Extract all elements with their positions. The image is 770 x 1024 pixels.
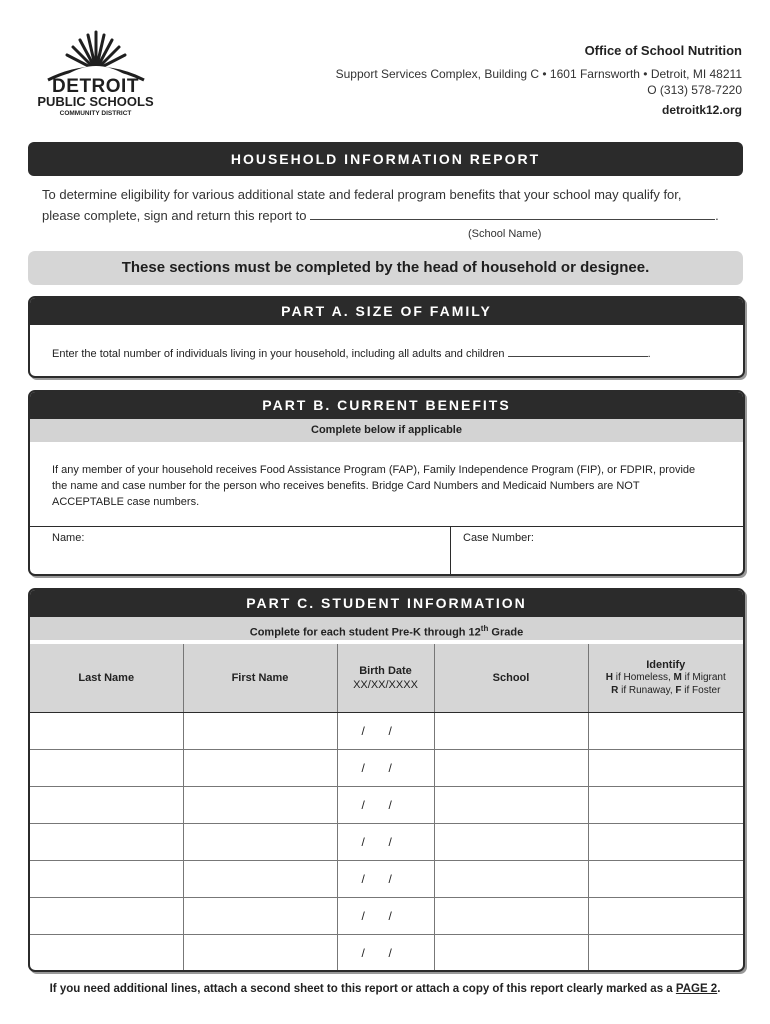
date-slash: /: [361, 946, 365, 960]
code-h: H: [605, 672, 613, 683]
part-b-text: If any member of your household receives Food Assistance Program (FAP), Family Independence Program (FIP), or FDPIR, provide the name and case number for the person who receives benefits. Bridge Card Numbers and Medicaid Numbers are NOT ACCEPTABLE case numbers.: [52, 464, 696, 508]
identify-label: Identify: [646, 659, 686, 671]
date-slash: /: [388, 835, 392, 849]
footer-text: If you need additional lines, attach a second sheet to this report or attach a copy of this report clearly marked as a: [49, 983, 676, 995]
identify-legend-1: [589, 671, 744, 684]
birth-date-cell[interactable]: [337, 935, 434, 972]
col-last-name: Last Name: [30, 644, 183, 713]
date-slash: /: [361, 798, 365, 812]
last-name-cell[interactable]: [30, 787, 183, 824]
benefit-name-field[interactable]: [30, 527, 451, 575]
table-row: [30, 935, 743, 972]
school-cell[interactable]: [434, 750, 588, 787]
intro-line-1: To determine eligibility for various additional state and federal program benefits that your school may qualify for,: [42, 187, 682, 202]
household-size-field[interactable]: [508, 345, 648, 357]
date-slash: /: [388, 761, 392, 775]
last-name-cell[interactable]: [30, 750, 183, 787]
case-number-label: Case Number:: [463, 532, 534, 544]
date-slash: /: [361, 872, 365, 886]
last-name-cell[interactable]: [30, 898, 183, 935]
part-a-panel: [28, 296, 745, 378]
identify-cell[interactable]: [588, 824, 743, 861]
part-c-subheading-sup: th: [480, 624, 489, 633]
part-a-text: Enter the total number of individuals living in your household, including all adults and children .: [52, 345, 651, 360]
date-slash: /: [388, 872, 392, 886]
part-c-subheading-text: Complete for each student Pre-K through 12: [249, 626, 481, 639]
identify-cell[interactable]: [588, 861, 743, 898]
code-r-text: if Runaway,: [618, 685, 676, 696]
last-name-cell[interactable]: [30, 861, 183, 898]
col-birth-date: [337, 644, 434, 713]
date-slash: /: [361, 909, 365, 923]
table-row: [30, 861, 743, 898]
identify-cell[interactable]: [588, 787, 743, 824]
date-slash: /: [388, 724, 392, 738]
date-slash: /: [388, 798, 392, 812]
date-slash: /: [361, 761, 365, 775]
code-r: R: [611, 685, 619, 696]
office-contact: [336, 43, 742, 117]
logo-line-1: DETROIT: [52, 76, 139, 97]
table-row: [30, 824, 743, 861]
page-title: HOUSEHOLD INFORMATION REPORT: [28, 142, 743, 176]
first-name-cell[interactable]: [183, 861, 337, 898]
first-name-cell[interactable]: [183, 935, 337, 972]
date-slash: /: [361, 835, 365, 849]
col-identify: [588, 644, 743, 713]
part-c-subheading: [30, 617, 743, 640]
school-cell[interactable]: [434, 824, 588, 861]
office-phone: O (313) 578-7220: [647, 83, 742, 97]
page-2-label: PAGE 2: [675, 983, 718, 995]
part-c-subheading-end: Grade: [488, 626, 524, 639]
col-school: School: [434, 644, 588, 713]
birth-date-cell[interactable]: [337, 750, 434, 787]
school-name-caption: (School Name): [468, 228, 542, 240]
office-title: Office of School Nutrition: [584, 43, 742, 58]
student-table: [30, 644, 743, 971]
footer-end: .: [717, 983, 721, 995]
part-b-subheading: Complete below if applicable: [30, 419, 743, 442]
office-website[interactable]: detroitk12.org: [661, 103, 742, 117]
school-cell[interactable]: [434, 935, 588, 972]
table-row: [30, 898, 743, 935]
office-address: Support Services Complex, Building C • 1601 Farnsworth • Detroit, MI 48211: [335, 67, 742, 81]
identify-cell[interactable]: [588, 935, 743, 972]
case-number-field[interactable]: [451, 527, 743, 575]
school-cell[interactable]: [434, 787, 588, 824]
first-name-cell[interactable]: [183, 824, 337, 861]
identify-cell[interactable]: [588, 898, 743, 935]
intro-line-2-text: please complete, sign and return this report to: [42, 208, 307, 223]
student-table-header: [30, 644, 743, 713]
school-cell[interactable]: [434, 861, 588, 898]
part-a-heading: PART A. SIZE OF FAMILY: [30, 298, 743, 325]
code-f: F: [675, 685, 682, 696]
school-cell[interactable]: [434, 713, 588, 750]
logo-line-2: PUBLIC SCHOOLS: [37, 94, 154, 109]
date-slash: /: [361, 724, 365, 738]
birth-date-cell[interactable]: [337, 898, 434, 935]
code-m: M: [673, 672, 682, 683]
district-logo: [28, 26, 163, 118]
birth-date-cell[interactable]: [337, 787, 434, 824]
part-b-fields: [30, 526, 743, 575]
code-f-text: if Foster: [681, 685, 721, 696]
first-name-cell[interactable]: [183, 750, 337, 787]
part-a-instruction: Enter the total number of individuals living in your household, including all adults and children: [52, 348, 505, 360]
code-m-text: if Migrant: [681, 672, 726, 683]
first-name-cell[interactable]: [183, 713, 337, 750]
identify-legend-2: [589, 684, 744, 697]
last-name-cell[interactable]: [30, 935, 183, 972]
first-name-cell[interactable]: [183, 898, 337, 935]
table-row: [30, 787, 743, 824]
date-slash: /: [388, 909, 392, 923]
birth-date-cell[interactable]: [337, 713, 434, 750]
table-row: [30, 750, 743, 787]
sunburst-logo-icon: [46, 26, 146, 82]
logo-line-3: COMMUNITY DISTRICT: [59, 110, 132, 117]
code-h-text: if Homeless,: [612, 672, 674, 683]
first-name-cell[interactable]: [183, 787, 337, 824]
part-c-heading: PART C. STUDENT INFORMATION: [30, 590, 743, 617]
school-name-field[interactable]: [310, 205, 715, 220]
date-slash: /: [388, 946, 392, 960]
col-first-name: First Name: [183, 644, 337, 713]
intro-text: [42, 184, 742, 226]
school-cell[interactable]: [434, 898, 588, 935]
footer-note: [0, 983, 770, 995]
part-b-heading: PART B. CURRENT BENEFITS: [30, 392, 743, 419]
identify-cell[interactable]: [588, 713, 743, 750]
name-label: Name:: [52, 532, 85, 544]
last-name-cell[interactable]: [30, 713, 183, 750]
birth-date-label: Birth Date: [359, 665, 412, 677]
table-row: [30, 713, 743, 750]
notice-banner: These sections must be completed by the head of household or designee.: [28, 251, 743, 285]
part-c-panel: [28, 588, 745, 972]
birth-date-format: XX/XX/XXXX: [353, 679, 418, 691]
part-b-panel: [28, 390, 745, 576]
intro-line-2: please complete, sign and return this report to .: [42, 205, 742, 226]
student-rows: [30, 713, 743, 972]
last-name-cell[interactable]: [30, 824, 183, 861]
identify-cell[interactable]: [588, 750, 743, 787]
birth-date-cell[interactable]: [337, 861, 434, 898]
birth-date-cell[interactable]: [337, 824, 434, 861]
